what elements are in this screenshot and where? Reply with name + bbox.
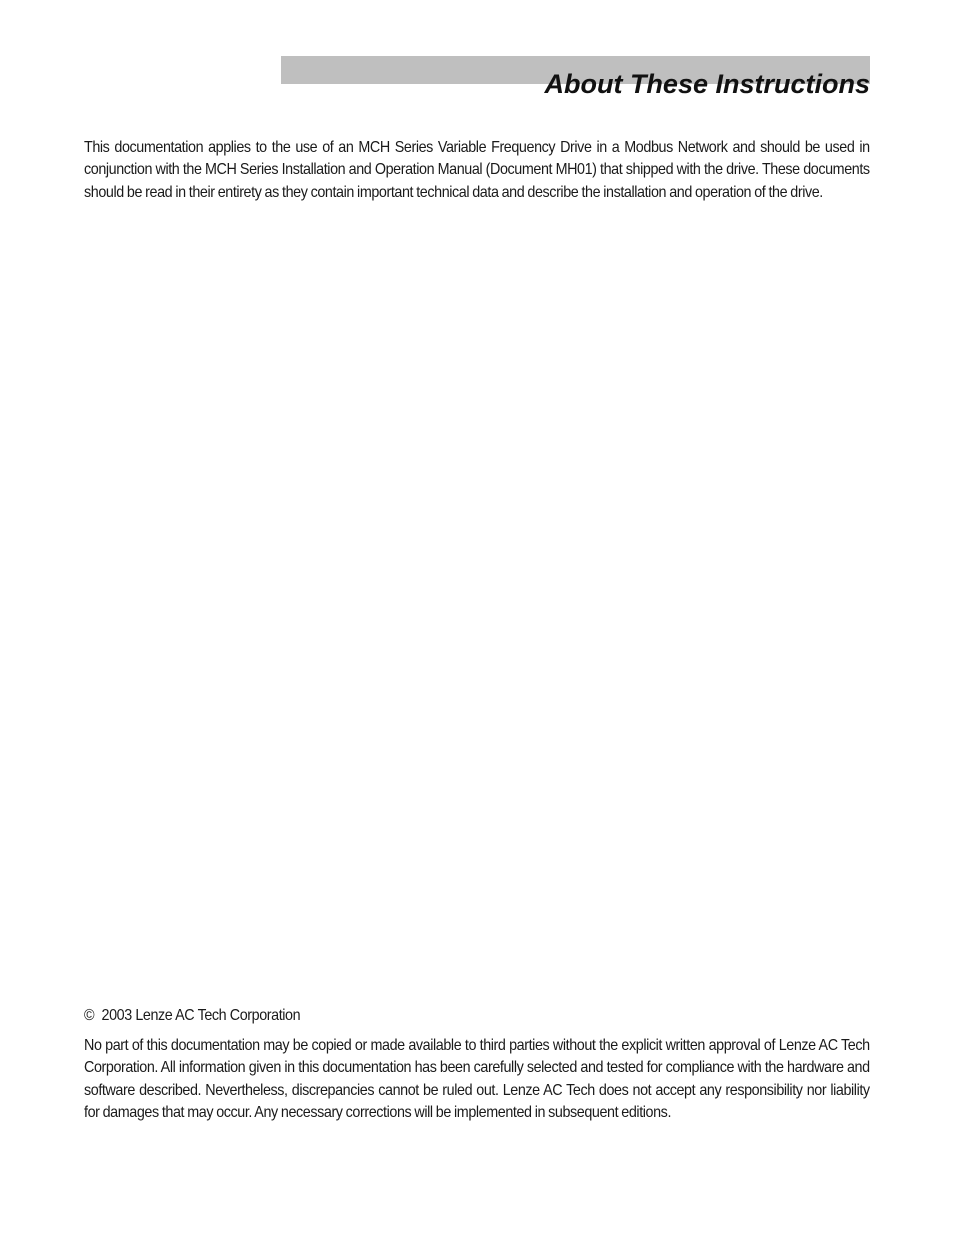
intro-paragraph: This documentation applies to the use of an MCH Series Variable Frequency Drive in a Modbus Network and should be used in conjunction with the MCH Series Installation and Operation Manual (Document MH01) that shipped with the drive. These documents should be read in their entirety as they contain important technical data and describe the installation and operation of the drive.	[84, 139, 870, 201]
legal-paragraph: No part of this documentation may be copied or made available to third parties without the explicit written approval of Lenze AC Tech Corporation. All information given in this documentation has been carefully selected and tested for compliance with the hardware and software described. Nevertheless, discrepancies cannot be ruled out. Lenze AC Tech does not accept any responsibility nor liability for damages that may occur. Any necessary corrections will be implemented in subsequent editions.	[84, 1037, 870, 1122]
page-title: About These Instructions	[544, 69, 870, 99]
copyright-text: 2003 Lenze AC Tech Corporation	[101, 1007, 301, 1024]
copyright-icon: ©	[84, 1007, 95, 1024]
copyright-line	[84, 1005, 300, 1027]
